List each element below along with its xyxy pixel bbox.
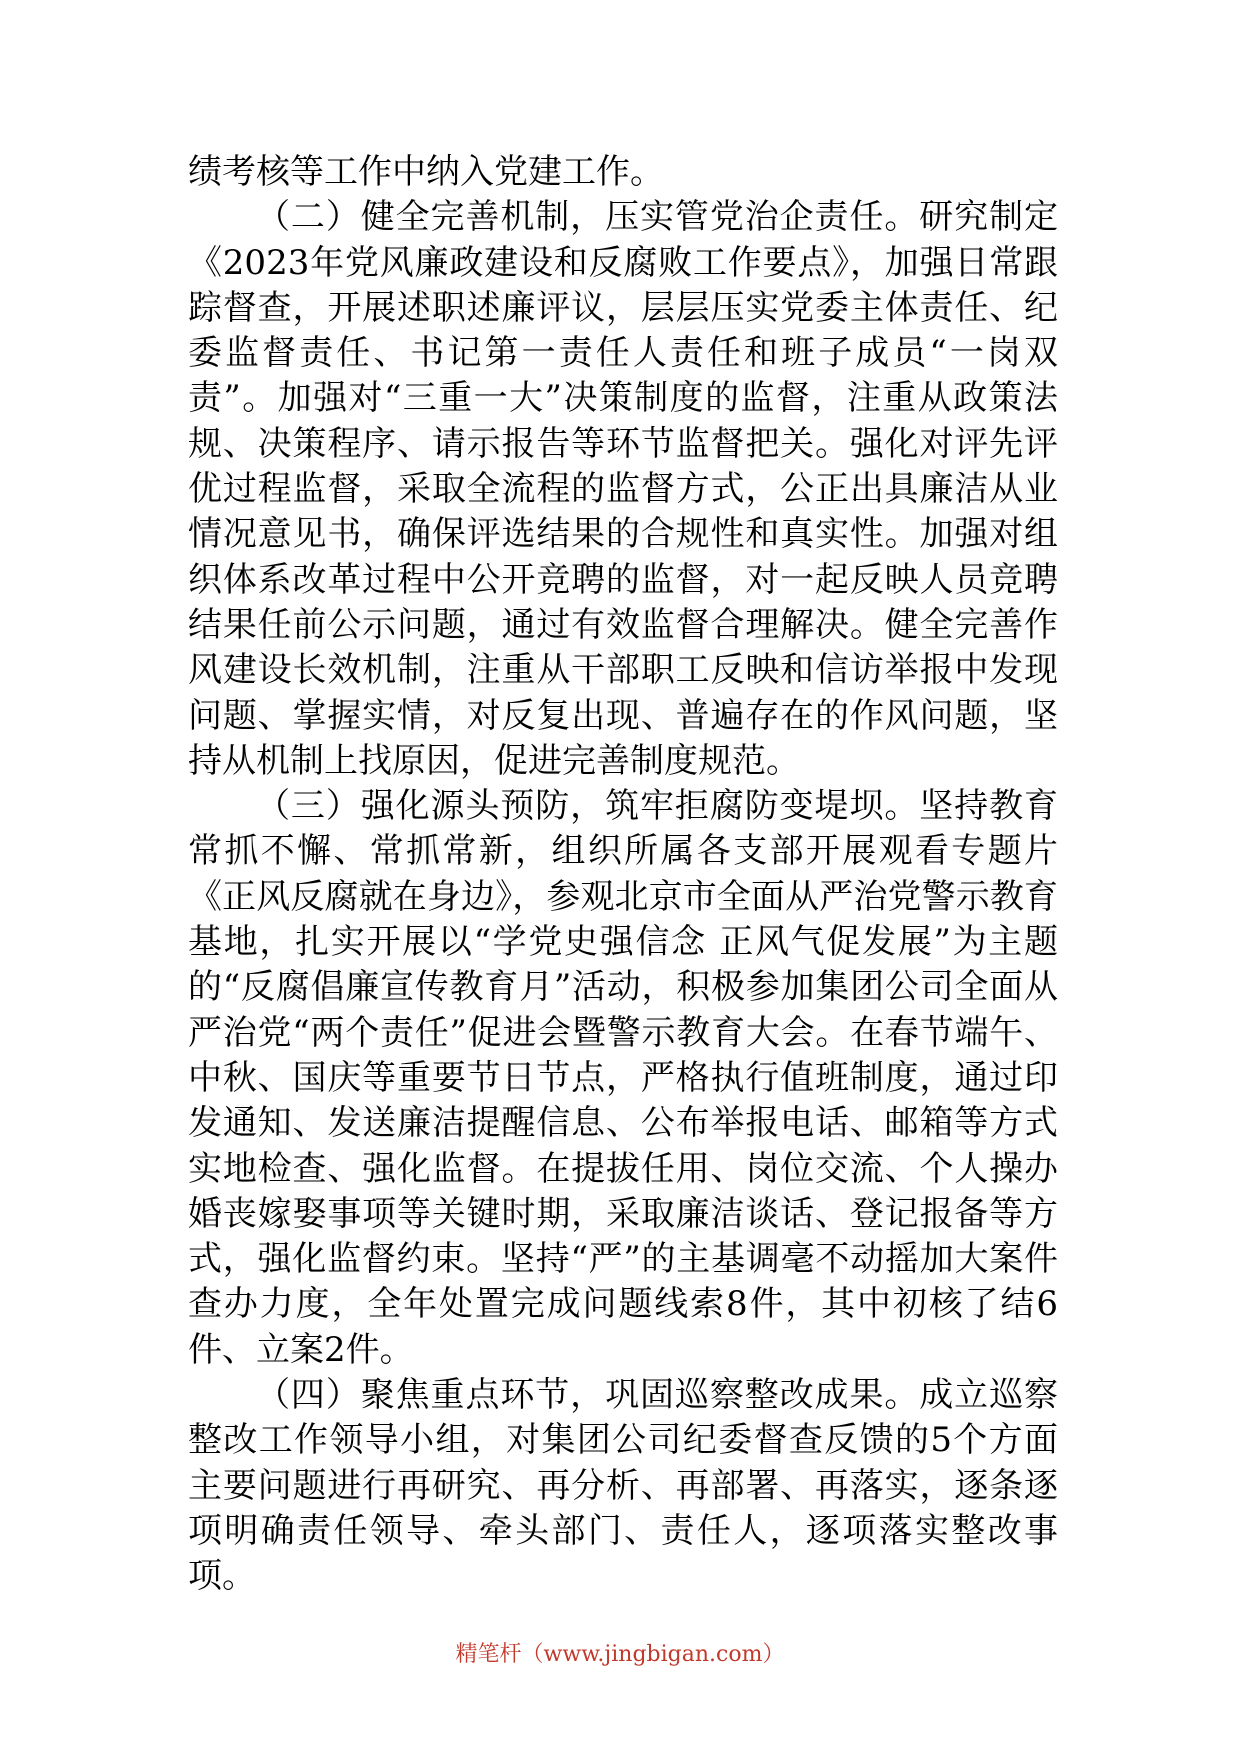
paragraph-section-3: （三）强化源头预防，筑牢拒腐防变堤坝。坚持教育常抓不懈、常抓常新，组织所属各支部开展观看专题片《正风反腐就在身边》，参观北京市全面从严治党警示教育基地，扎实开展以“学党史强信念 正风气促发展”为主题的“反腐倡廉宣传教育月”活动，积极参加集团公司全面从严治党“两个责任”促进会暨警示教育大会。在春节端午、中秋、国庆等重要节日节点，严格执行值班制度，通过印发通知、发送廉洁提醒信息、公布举报电话、邮箱等方式实地检查、强化监督。在提拔任用、岗位交流、个人操办婚丧嫁娶事项等关键时期，采取廉洁谈话、登记报备等方式，强化监督约束。坚持“严”的主基调毫不动摇加大案件查办力度，全年处置完成问题线索8件，其中初核了结6件、立案2件。 <box>188 786 1058 1370</box>
paragraph-continuation: 绩考核等工作中纳入党建工作。 <box>188 152 664 192</box>
paragraph-section-4: （四）聚焦重点环节，巩固巡察整改成果。成立巡察整改工作领导小组，对集团公司纪委督查反馈的5个方面主要问题进行再研究、再分析、再部署、再落实，逐条逐项明确责任领导、牵头部门、责任人，逐项落实整改事项。 <box>188 1375 1058 1597</box>
footer-watermark: 精笔杆（www.jingbigan.com） <box>455 1642 785 1667</box>
document-body <box>188 150 1058 1600</box>
paragraph-section-2: （二）健全完善机制，压实管党治企责任。研究制定《2023年党风廉政建设和反腐败工作要点》，加强日常跟踪督查，开展述职述廉评议，层层压实党委主体责任、纪委监督责任、书记第一责任人责任和班子成员“一岗双责”。加强对“三重一大”决策制度的监督，注重从政策法规、决策程序、请示报告等环节监督把关。强化对评先评优过程监督，采取全流程的监督方式，公正出具廉洁从业情况意见书，确保评选结果的合规性和真实性。加强对组织体系改革过程中公开竞聘的监督，对一起反映人员竞聘结果任前公示问题，通过有效监督合理解决。健全完善作风建设长效机制，注重从干部职工反映和信访举报中发现问题、掌握实情，对反复出现、普遍存在的作风问题，坚持从机制上找原因，促进完善制度规范。 <box>188 197 1058 781</box>
